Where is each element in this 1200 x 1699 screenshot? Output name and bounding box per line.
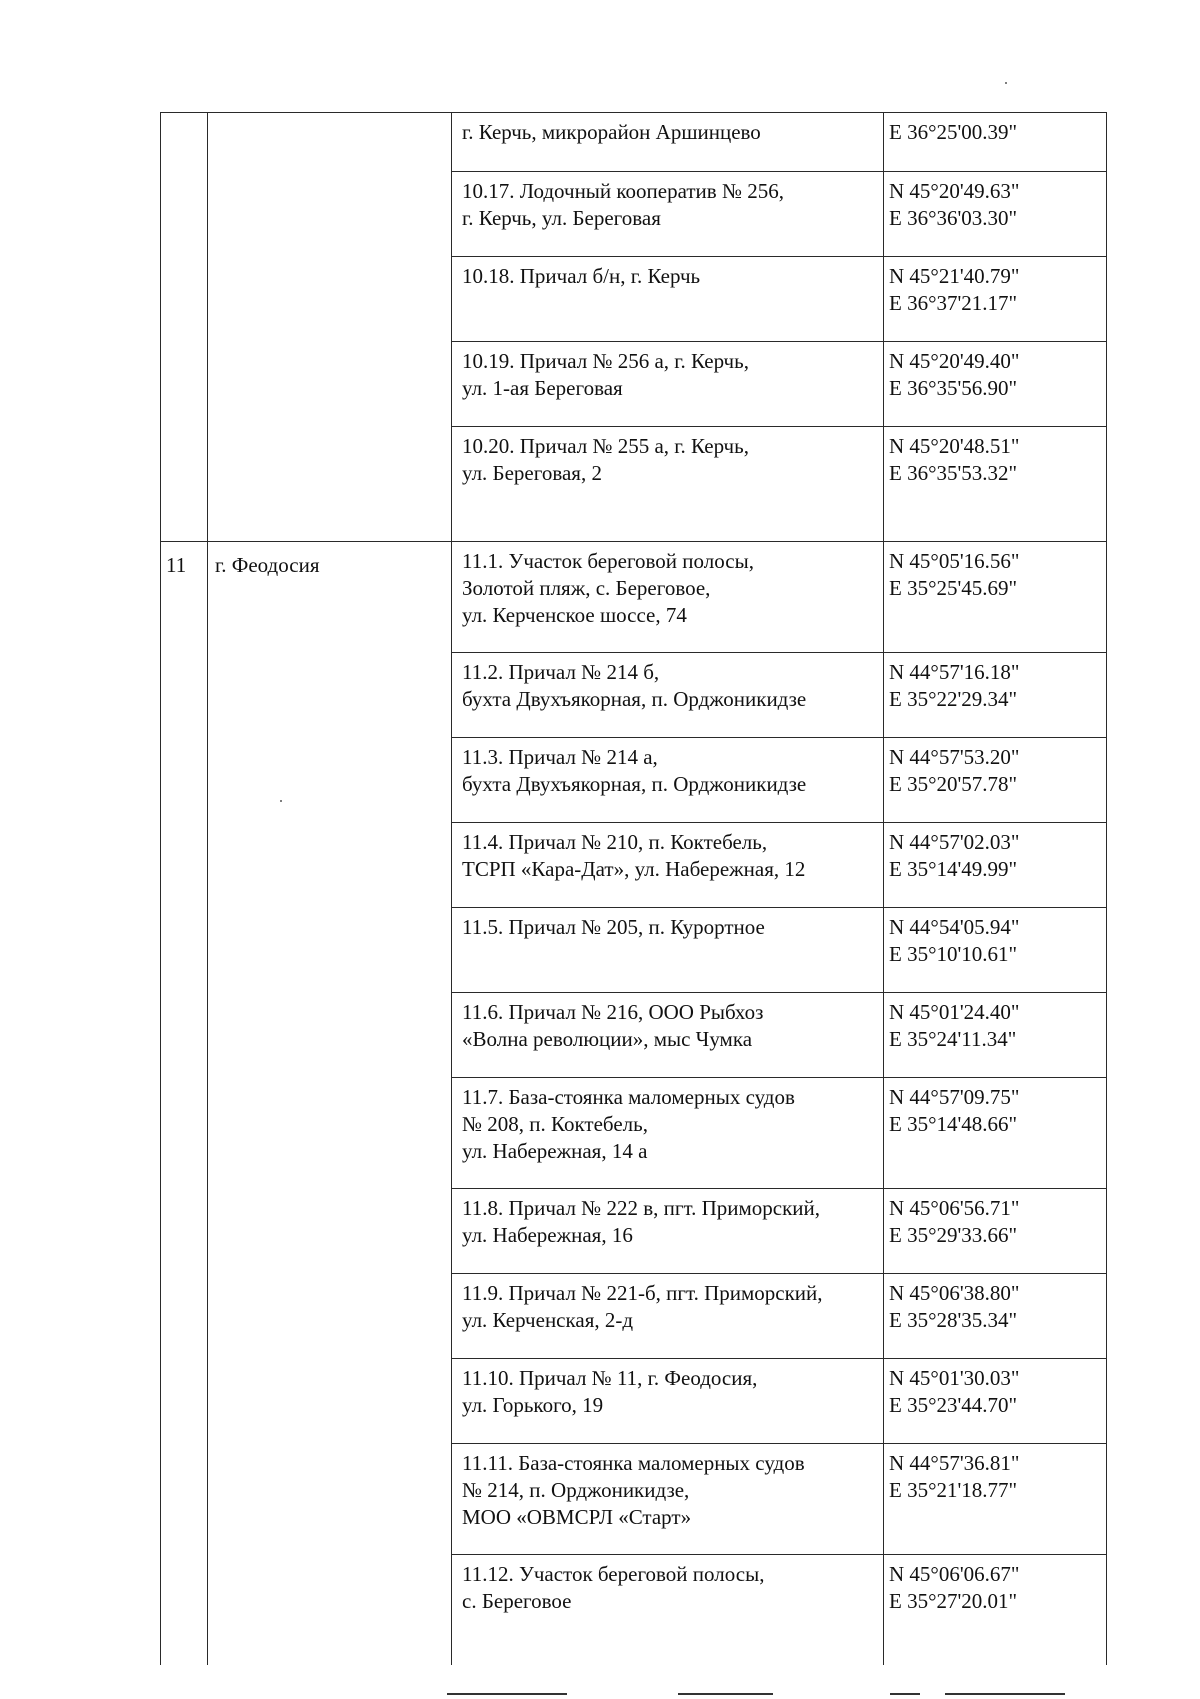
table-row (161, 1359, 1107, 1444)
coordinates-cell-line: N 45°05'16.56" (889, 549, 1020, 573)
place-cell (452, 1359, 884, 1444)
coordinates-cell-line: N 44°54'05.94" (889, 915, 1020, 939)
coordinates-cell-line: E 35°22'29.34" (889, 687, 1018, 711)
city-cell (208, 1555, 452, 1666)
coordinates-cell-line: N 45°06'06.67" (889, 1562, 1020, 1586)
coordinates-cell (884, 908, 1107, 993)
city-cell (208, 1078, 452, 1189)
place-cell-line: г. Керчь, микрорайон Аршинцево (462, 120, 761, 144)
coordinates-cell-line: E 35°28'35.34" (889, 1308, 1018, 1332)
place-cell (452, 172, 884, 257)
coordinates-cell-line: N 44°57'36.81" (889, 1451, 1020, 1475)
place-cell-line: ул. Береговая, 2 (462, 461, 602, 485)
coordinates-cell (884, 1274, 1107, 1359)
city-cell (208, 172, 452, 257)
city-cell (208, 823, 452, 908)
coordinates-cell-line: N 45°20'49.40" (889, 349, 1020, 373)
coordinates-cell-line: E 36°35'53.32" (889, 461, 1018, 485)
coordinates-cell-line: E 35°23'44.70" (889, 1393, 1018, 1417)
place-cell-line: 11.1. Участок береговой полосы, (462, 549, 754, 573)
table-row (161, 542, 1107, 653)
coordinates-cell-line: E 36°37'21.17" (889, 291, 1018, 315)
row-number-cell (161, 653, 208, 738)
coordinates-cell-line: E 35°24'11.34" (889, 1027, 1017, 1051)
place-cell-line: с. Береговое (462, 1589, 572, 1613)
city-cell (208, 1274, 452, 1359)
place-cell-line: 10.20. Причал № 255 а, г. Керчь, (462, 434, 749, 458)
place-cell-line: ул. Керченское шоссе, 74 (462, 603, 687, 627)
city-cell (208, 342, 452, 427)
coordinates-cell-line: E 36°36'03.30" (889, 206, 1018, 230)
city-cell (208, 908, 452, 993)
place-cell-line: МОО «ОВМСРЛ «Старт» (462, 1505, 692, 1529)
place-cell-line: 11.12. Участок береговой полосы, (462, 1562, 765, 1586)
table-row (161, 1555, 1107, 1666)
coordinates-cell (884, 257, 1107, 342)
city-cell: г. Феодосия (208, 542, 452, 653)
row-number-cell (161, 113, 208, 172)
row-number-cell (161, 908, 208, 993)
table-row (161, 427, 1107, 542)
place-cell-line: 11.9. Причал № 221-б, пгт. Приморский, (462, 1281, 823, 1305)
row-number-cell (161, 342, 208, 427)
place-cell-line: № 214, п. Орджоникидзе, (462, 1478, 690, 1502)
city-cell (208, 1189, 452, 1274)
coordinates-cell-line: E 35°20'57.78" (889, 772, 1018, 796)
place-cell-line: 11.10. Причал № 11, г. Феодосия, (462, 1366, 758, 1390)
row-number-cell (161, 738, 208, 823)
place-cell-line: 11.7. База-стоянка маломерных судов (462, 1085, 795, 1109)
place-cell (452, 1444, 884, 1555)
row-number-cell (161, 427, 208, 542)
city-cell (208, 427, 452, 542)
row-number-cell (161, 993, 208, 1078)
coordinates-cell (884, 653, 1107, 738)
table-row (161, 1078, 1107, 1189)
place-cell (452, 342, 884, 427)
coordinates-cell (884, 1359, 1107, 1444)
table-row (161, 738, 1107, 823)
place-cell-line: г. Керчь, ул. Береговая (462, 206, 661, 230)
row-number-cell (161, 172, 208, 257)
table-row (161, 342, 1107, 427)
coordinates-cell-line: N 45°21'40.79" (889, 264, 1020, 288)
scan-artifact-line (945, 1693, 1065, 1695)
place-cell (452, 1189, 884, 1274)
coordinates-cell (884, 1078, 1107, 1189)
coordinates-cell (884, 1189, 1107, 1274)
anchorage-table (160, 112, 1107, 1665)
place-cell-line: ул. Набережная, 16 (462, 1223, 633, 1247)
coordinates-cell-line: N 45°20'49.63" (889, 179, 1020, 203)
table-row (161, 257, 1107, 342)
place-cell-line: «Волна революции», мыс Чумка (462, 1027, 753, 1051)
table-row (161, 823, 1107, 908)
coordinates-cell (884, 113, 1107, 172)
coordinates-cell-line: E 36°25'00.39" (889, 120, 1018, 144)
place-cell-line: 10.17. Лодочный кооператив № 256, (462, 179, 784, 203)
place-cell-line: 11.11. База-стоянка маломерных судов (462, 1451, 805, 1475)
place-cell (452, 1078, 884, 1189)
coordinates-cell-line: N 45°06'38.80" (889, 1281, 1020, 1305)
coordinates-cell-line: E 35°25'45.69" (889, 576, 1018, 600)
row-number-cell (161, 1189, 208, 1274)
coordinates-cell-line: E 35°29'33.66" (889, 1223, 1018, 1247)
coordinates-cell-line: E 36°35'56.90" (889, 376, 1018, 400)
place-cell-line: 11.6. Причал № 216, ООО Рыбхоз (462, 1000, 764, 1024)
table-row (161, 1444, 1107, 1555)
coordinates-cell (884, 738, 1107, 823)
coordinates-cell-line: E 35°27'20.01" (889, 1589, 1018, 1613)
place-cell-line: Золотой пляж, с. Береговое, (462, 576, 711, 600)
scan-artifact-line (890, 1693, 920, 1695)
place-cell-line: 11.8. Причал № 222 в, пгт. Приморский, (462, 1196, 821, 1220)
coordinates-cell-line: N 44°57'02.03" (889, 830, 1020, 854)
city-cell (208, 738, 452, 823)
place-cell-line: 11.3. Причал № 214 а, (462, 745, 658, 769)
coordinates-cell-line: N 45°06'56.71" (889, 1196, 1020, 1220)
coordinates-cell-line: E 35°14'49.99" (889, 857, 1018, 881)
coordinates-cell-line: E 35°21'18.77" (889, 1478, 1018, 1502)
place-cell-line: ул. Керченская, 2-д (462, 1308, 634, 1332)
row-number-cell (161, 1274, 208, 1359)
city-cell (208, 1444, 452, 1555)
coordinates-cell (884, 993, 1107, 1078)
coordinates-cell-line: N 45°01'30.03" (889, 1366, 1020, 1390)
place-cell (452, 993, 884, 1078)
row-number-cell (161, 1078, 208, 1189)
row-number-cell: 11 (161, 542, 208, 653)
row-number-cell (161, 823, 208, 908)
place-cell-line: ул. Горького, 19 (462, 1393, 604, 1417)
coordinates-cell-line: E 35°14'48.66" (889, 1112, 1018, 1136)
coordinates-cell-line: N 44°57'09.75" (889, 1085, 1020, 1109)
city-cell (208, 113, 452, 172)
coordinates-cell (884, 542, 1107, 653)
city-cell (208, 993, 452, 1078)
coordinates-cell-line: N 45°20'48.51" (889, 434, 1020, 458)
place-cell-line: 11.5. Причал № 205, п. Курортное (462, 915, 765, 939)
scan-artifact-line (678, 1693, 773, 1695)
row-number-cell (161, 1444, 208, 1555)
place-cell (452, 1555, 884, 1666)
table-row (161, 172, 1107, 257)
coordinates-cell (884, 1444, 1107, 1555)
place-cell-line: ул. Набережная, 14 а (462, 1139, 648, 1163)
place-cell (452, 257, 884, 342)
place-cell (452, 653, 884, 738)
table-row (161, 908, 1107, 993)
row-number-cell (161, 257, 208, 342)
place-cell-line: 11.4. Причал № 210, п. Коктебель, (462, 830, 768, 854)
place-cell (452, 823, 884, 908)
coordinates-cell (884, 172, 1107, 257)
table-body (161, 113, 1107, 1666)
place-cell-line: № 208, п. Коктебель, (462, 1112, 648, 1136)
city-cell (208, 1359, 452, 1444)
place-cell-line: ТСРП «Кара-Дат», ул. Набережная, 12 (462, 857, 806, 881)
scan-artifact-line (447, 1693, 567, 1695)
scan-speck (1005, 82, 1007, 84)
place-cell (452, 738, 884, 823)
place-cell-line: ул. 1-ая Береговая (462, 376, 623, 400)
table-row (161, 653, 1107, 738)
coordinates-cell-line: N 45°01'24.40" (889, 1000, 1020, 1024)
row-number-cell (161, 1555, 208, 1666)
table-row (161, 113, 1107, 172)
table-row (161, 1189, 1107, 1274)
coordinates-cell-line: N 44°57'53.20" (889, 745, 1020, 769)
place-cell-line: 11.2. Причал № 214 б, (462, 660, 660, 684)
place-cell (452, 1274, 884, 1359)
place-cell (452, 542, 884, 653)
coordinates-cell-line: N 44°57'16.18" (889, 660, 1020, 684)
place-cell (452, 427, 884, 542)
coordinates-cell (884, 823, 1107, 908)
place-cell-line: бухта Двухъякорная, п. Орджоникидзе (462, 772, 807, 796)
coordinates-cell (884, 342, 1107, 427)
place-cell (452, 908, 884, 993)
row-number-cell (161, 1359, 208, 1444)
place-cell (452, 113, 884, 172)
place-cell-line: 10.19. Причал № 256 а, г. Керчь, (462, 349, 749, 373)
city-cell (208, 257, 452, 342)
city-cell (208, 653, 452, 738)
table-row (161, 1274, 1107, 1359)
coordinates-cell (884, 427, 1107, 542)
scan-speck (280, 800, 282, 802)
place-cell-line: бухта Двухъякорная, п. Орджоникидзе (462, 687, 807, 711)
coordinates-cell (884, 1555, 1107, 1666)
place-cell-line: 10.18. Причал б/н, г. Керчь (462, 264, 701, 288)
table-row (161, 993, 1107, 1078)
coordinates-cell-line: E 35°10'10.61" (889, 942, 1018, 966)
